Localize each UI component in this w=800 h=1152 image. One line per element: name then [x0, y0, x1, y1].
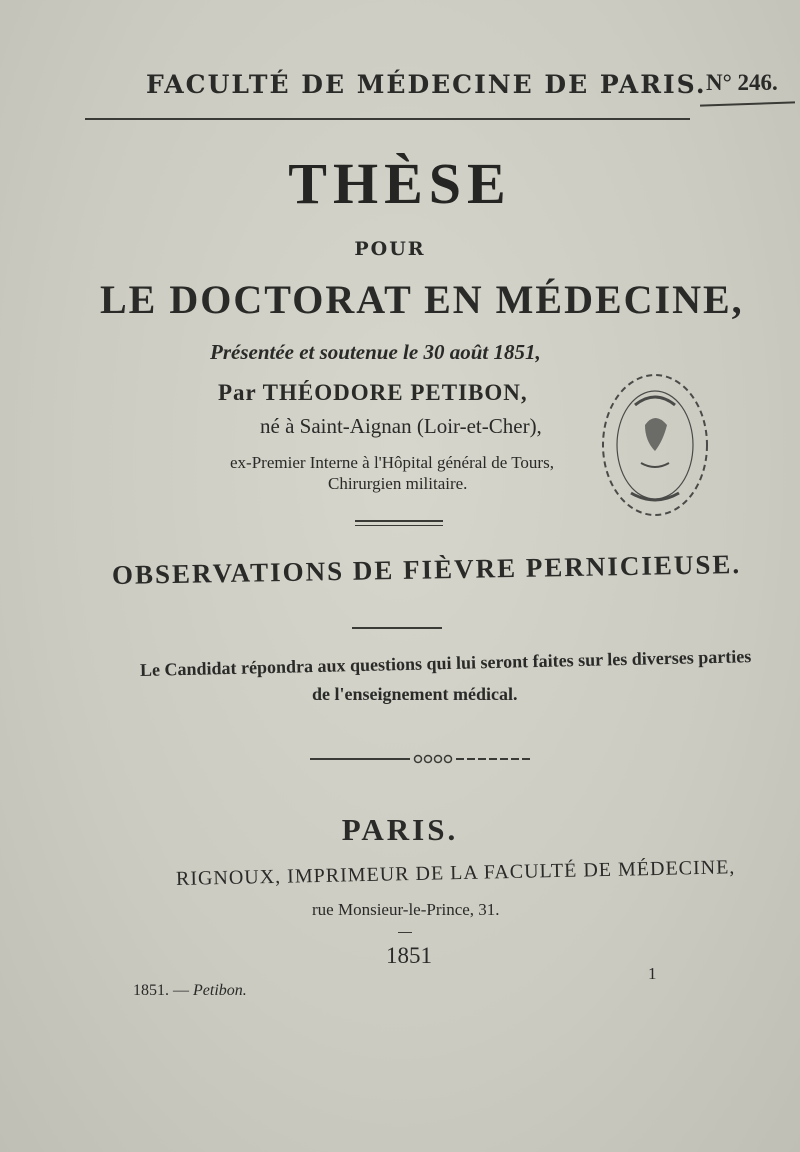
thesis-subject: OBSERVATIONS DE FIÈVRE PERNICIEUSE. [111, 549, 742, 590]
ornament-divider-icon [300, 754, 540, 764]
footer-author: Petibon. [193, 982, 247, 999]
pour-label: POUR [354, 238, 426, 260]
printer-address: rue Monsieur-le-Prince, 31. [312, 900, 500, 919]
thesis-title: THÈSE [288, 151, 512, 216]
imprint-city: PARIS. [341, 812, 459, 847]
library-stamp-icon [595, 365, 715, 525]
signature-mark: 1 [648, 964, 657, 983]
subject-rule [352, 627, 442, 629]
year-rule [398, 932, 412, 933]
thesis-number: N° 246. [706, 70, 778, 95]
footer-signature-line [133, 982, 247, 1000]
header-rule-right [700, 101, 795, 106]
author-position-1: ex-Premier Interne à l'Hôpital général de Tours, [230, 453, 554, 472]
separator-rule [355, 520, 443, 522]
presented-line: Présentée et soutenue le 30 août 1851, [210, 340, 541, 364]
header-rule [85, 118, 690, 120]
birthplace: né à Saint-Aignan (Loir-et-Cher), [260, 414, 542, 438]
imprint-year: 1851 [386, 943, 432, 968]
author-position-2: Chirurgien militaire. [328, 474, 468, 493]
footer-year: 1851. — [133, 982, 189, 999]
degree-title: LE DOCTORAT EN MÉDECINE, [100, 277, 744, 322]
faculty-header: FACULTÉ DE MÉDECINE DE PARIS. [146, 70, 707, 99]
printer-name: RIGNOUX, IMPRIMEUR DE LA FACULTÉ DE MÉDECINE, [175, 856, 736, 890]
separator-rule-thin [355, 525, 443, 526]
candidate-note-line-2: de l'enseignement médical. [312, 684, 518, 704]
candidate-note-line-1: Le Candidat répondra aux questions qui lui seront faites sur les diverses parties [139, 646, 752, 680]
author-name: Par THÉODORE PETIBON, [218, 380, 528, 405]
